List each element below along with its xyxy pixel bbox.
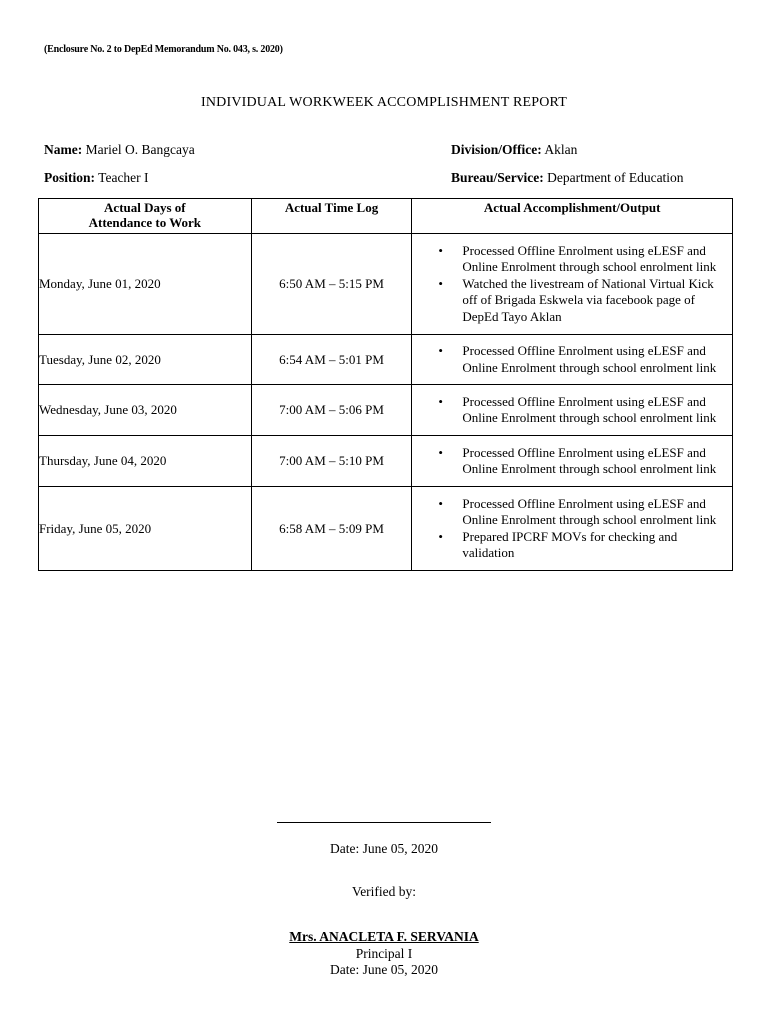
- accomplishment-cell: [412, 436, 733, 487]
- day-cell: Monday, June 01, 2020: [39, 234, 252, 335]
- table-row: [39, 487, 733, 571]
- list-item: • Processed Offline Enrolment using eLESF and Online Enrolment through school enrolment link: [462, 343, 722, 376]
- bureau-value: Department of Education: [547, 170, 684, 185]
- bureau-field: [451, 170, 684, 186]
- accomplishment-cell: [412, 234, 733, 335]
- name-value: Mariel O. Bangcaya: [85, 142, 195, 157]
- day-cell: Wednesday, June 03, 2020: [39, 385, 252, 436]
- position-label: Position:: [44, 170, 96, 185]
- bureau-label: Bureau/Service:: [451, 170, 544, 185]
- verified-by-label: Verified by:: [351, 884, 417, 899]
- time-cell: 6:54 AM – 5:01 PM: [251, 335, 412, 385]
- table-row: [39, 234, 733, 335]
- header-days: Actual Days of Attendance to Work: [39, 199, 252, 234]
- report-date: Date: June 05, 2020: [330, 841, 438, 856]
- report-title: INDIVIDUAL WORKWEEK ACCOMPLISHMENT REPORT: [200, 95, 568, 110]
- enclosure-note: (Enclosure No. 2 to DepEd Memorandum No. 043, s. 2020): [44, 44, 283, 55]
- time-cell: 7:00 AM – 5:06 PM: [251, 385, 412, 436]
- time-cell: 7:00 AM – 5:10 PM: [251, 436, 412, 487]
- principal-date: Date: June 05, 2020: [330, 962, 438, 977]
- accomplishment-cell: [412, 487, 733, 571]
- table-row: [39, 385, 733, 436]
- header-time-log: Actual Time Log: [251, 199, 412, 234]
- accomplishment-cell: [412, 385, 733, 436]
- accomplishment-table: [38, 198, 733, 571]
- day-cell: Thursday, June 04, 2020: [39, 436, 252, 487]
- accomplishment-cell: [412, 335, 733, 385]
- list-item: • Processed Offline Enrolment using eLESF and Online Enrolment through school enrolment link: [462, 496, 722, 529]
- position-field: [44, 170, 149, 186]
- division-field: [451, 142, 577, 158]
- name-label: Name:: [44, 142, 83, 157]
- time-cell: 6:58 AM – 5:09 PM: [251, 487, 412, 571]
- list-item: • Processed Offline Enrolment using eLESF and Online Enrolment through school enrolment link: [462, 445, 722, 478]
- table-row: [39, 436, 733, 487]
- table-header-row: [39, 199, 733, 234]
- signature-line: [277, 822, 491, 823]
- header-accomplishment: Actual Accomplishment/Output: [412, 199, 733, 234]
- name-field: [44, 142, 195, 158]
- day-cell: Friday, June 05, 2020: [39, 487, 252, 571]
- division-value: Aklan: [544, 142, 578, 157]
- day-cell: Tuesday, June 02, 2020: [39, 335, 252, 385]
- list-item: • Processed Offline Enrolment using eLESF and Online Enrolment through school enrolment link: [462, 243, 722, 276]
- principal-title: Principal I: [355, 946, 413, 961]
- table-row: [39, 335, 733, 385]
- division-label: Division/Office:: [451, 142, 542, 157]
- position-value: Teacher I: [98, 170, 149, 185]
- time-cell: 6:50 AM – 5:15 PM: [251, 234, 412, 335]
- list-item: • Processed Offline Enrolment using eLESF and Online Enrolment through school enrolment link: [462, 394, 722, 427]
- principal-name: Mrs. ANACLETA F. SERVANIA: [289, 929, 479, 944]
- list-item: • Watched the livestream of National Virtual Kick off of Brigada Eskwela via facebook page of DepEd Tayo Aklan: [462, 276, 722, 326]
- list-item: • Prepared IPCRF MOVs for checking and validation: [462, 529, 722, 562]
